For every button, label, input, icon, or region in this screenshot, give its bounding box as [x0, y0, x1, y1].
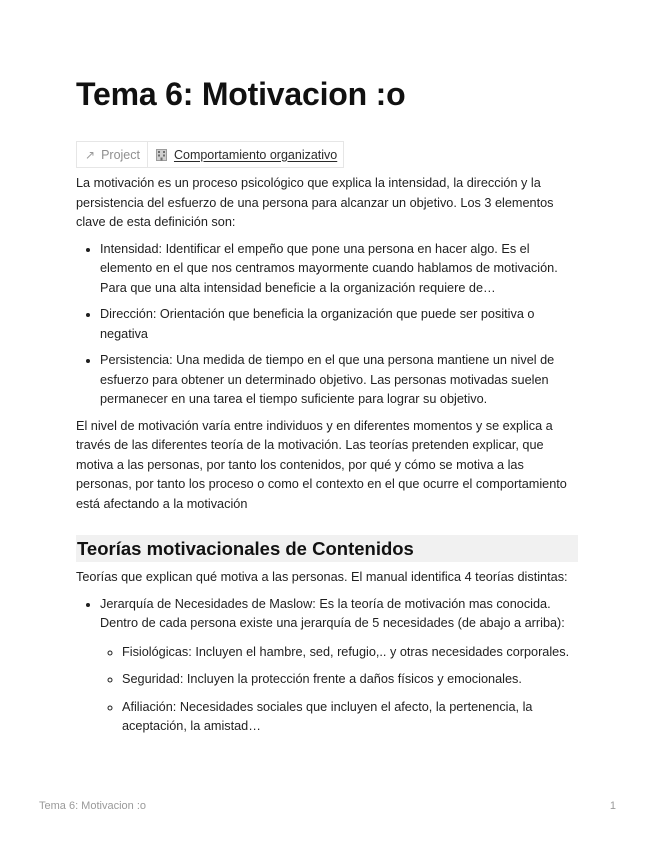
intro-paragraph: La motivación es un proceso psicológico que explica la intensidad, la dirección y la persistencia del esfuerzo de una persona para alcanzar un objetivo. Los 3 elementos clave de esta definición son: — [76, 176, 554, 229]
section-heading: Teorías motivacionales de Contenidos — [76, 535, 578, 562]
page-number: 1 — [609, 800, 616, 812]
theory-text: Jerarquía de Necesidades de Maslow: Es la teoría de motivación mas conocida. Dentro de cada persona existe una jerarquía de 5 necesidades (de abajo a arriba): — [100, 596, 565, 630]
page-title: Tema 6: Motivacion :o — [76, 76, 406, 112]
elements-list — [76, 240, 578, 410]
list-item: ◦ Fisiológicas: Incluyen el hambre, sed, refugio,.. y otras necesidades corporales. — [122, 643, 578, 663]
list-item: • Dirección: Orientación que beneficia la organización que puede ser positiva o negativa — [100, 305, 578, 344]
building-icon — [156, 149, 167, 161]
project-link[interactable]: Comportamiento organizativo — [173, 147, 338, 162]
list-item: • Intensidad: Identificar el empeño que pone una persona en hacer algo. Es el elemento en el que nos centramos mayormente cuando hablamos de motivación. Para que una alta intensidad beneficie a la organización requiere de… — [100, 240, 578, 299]
property-key — [77, 142, 148, 167]
list-item: ◦ Afiliación: Necesidades sociales que incluyen el afecto, la pertenencia, la aceptación, la amistad… — [122, 698, 578, 737]
needs-list — [100, 643, 578, 737]
arrow-up-right-icon: ↗ — [85, 147, 96, 162]
list-item: ◦ Seguridad: Incluyen la protección frente a daños físicos y emocionales. — [122, 670, 578, 690]
property-row — [76, 141, 344, 168]
list-item — [100, 595, 578, 737]
footer-title: Tema 6: Motivacion :o — [39, 800, 146, 812]
list-item: • Persistencia: Una medida de tiempo en el que una persona mantiene un nivel de esfuerzo para obtener un determinado objetivo. Las personas motivadas suelen permanecer en una tarea el tiempo suficiente para lograr su objetivo. — [100, 351, 578, 410]
section-intro: Teorías que explican qué motiva a las personas. El manual identifica 4 teorías distintas: — [76, 570, 568, 584]
document-body — [76, 174, 578, 745]
page-footer — [39, 800, 616, 812]
property-key-label: Project — [101, 147, 140, 162]
property-value — [148, 142, 343, 167]
body-paragraph: El nivel de motivación varía entre individuos y en diferentes momentos y se explica a través de las diferentes teoría de la motivación. Las teorías pretenden explicar, que motiva a las personas, por tanto los contenidos, por qué y cómo se motiva a las personas, por tanto los proceso o como el contexto en el que ocurre el comportamiento está afectando a la motivación — [76, 418, 567, 511]
theories-list — [76, 595, 578, 737]
